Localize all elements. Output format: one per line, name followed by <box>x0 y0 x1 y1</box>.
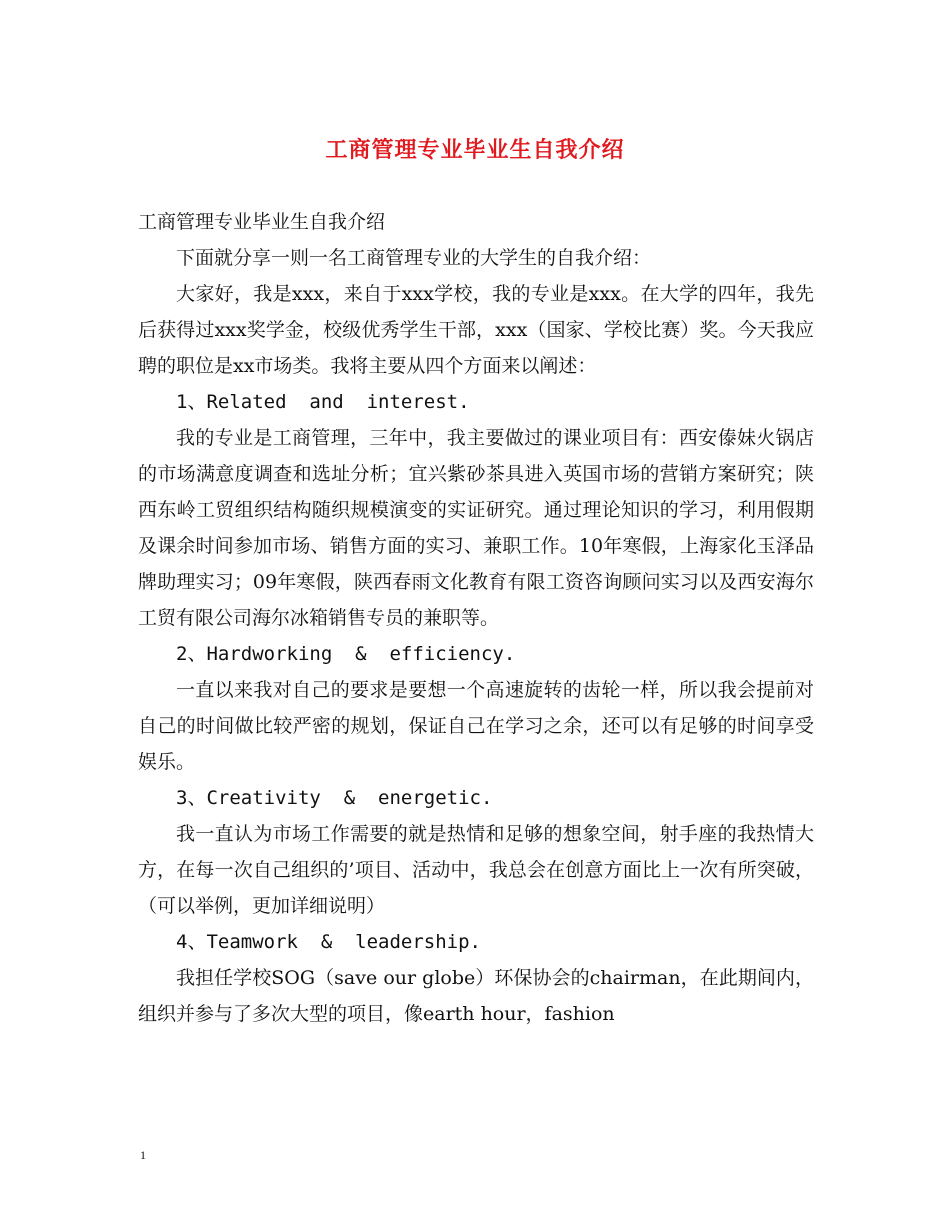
document-body <box>138 204 814 1032</box>
paragraph-intro: 下面就分享一则一名工商管理专业的大学生的自我介绍： <box>176 247 652 269</box>
paragraph-hardworking: 一直以来我对自己的要求是要想一个高速旋转的齿轮一样，所以我会提前对自己的时间做比较严密的规划，保证自己在学习之余，还可以有足够的时间享受娱乐。 <box>138 679 814 773</box>
section-heading-1-text: 1、Related and interest. <box>176 391 470 413</box>
section-heading-4-text: 4、Teamwork & leadership. <box>176 931 481 953</box>
section-heading-4 <box>138 924 814 960</box>
section-heading-3-text: 3、Creativity & energetic. <box>176 787 493 809</box>
section-heading-3 <box>138 780 814 816</box>
paragraph-teamwork: 我担任学校SOG（save our globe）环保协会的chairman，在此期间内，组织并参与了多次大型的项目，像earth hour，fashion <box>138 967 814 1025</box>
paragraph-major: 我的专业是工商管理，三年中，我主要做过的课业项目有：西安傣妹火锅店的市场满意度调查和选址分析；宜兴紫砂茶具进入英国市场的营销方案研究；陕西东岭工贸组织结构随织规模演变的实证研究。通过理论知识的学习，利用假期及课余时间参加市场、销售方面的实习、兼职工作。10年寒假，上海家化玉泽品牌助理实习；09年寒假，陕西春雨文化教育有限工资咨询顾问实习以及西安海尔工贸有限公司海尔冰箱销售专员的兼职等。 <box>138 427 814 629</box>
page-number: 1 <box>140 1148 146 1162</box>
section-heading-2-text: 2、Hardworking & efficiency. <box>176 643 516 665</box>
section-heading-2 <box>138 636 814 672</box>
section-heading-1 <box>138 384 814 420</box>
document-title: 工商管理专业毕业生自我介绍 <box>325 137 625 163</box>
paragraph-creativity: 我一直认为市场工作需要的就是热情和足够的想象空间，射手座的我热情大方，在每一次自己组织的’项目、活动中，我总会在创意方面比上一次有所突破，（可以举例，更加详细说明） <box>138 823 814 917</box>
paragraph-heading: 工商管理专业毕业生自我介绍 <box>138 211 386 233</box>
paragraph-greeting: 大家好，我是xxx，来自于xxx学校，我的专业是xxx。在大学的四年，我先后获得过xxx奖学金，校级优秀学生干部，xxx（国家、学校比赛）奖。今天我应聘的职位是xx市场类。我将主要从四个方面来以阐述： <box>138 283 814 377</box>
